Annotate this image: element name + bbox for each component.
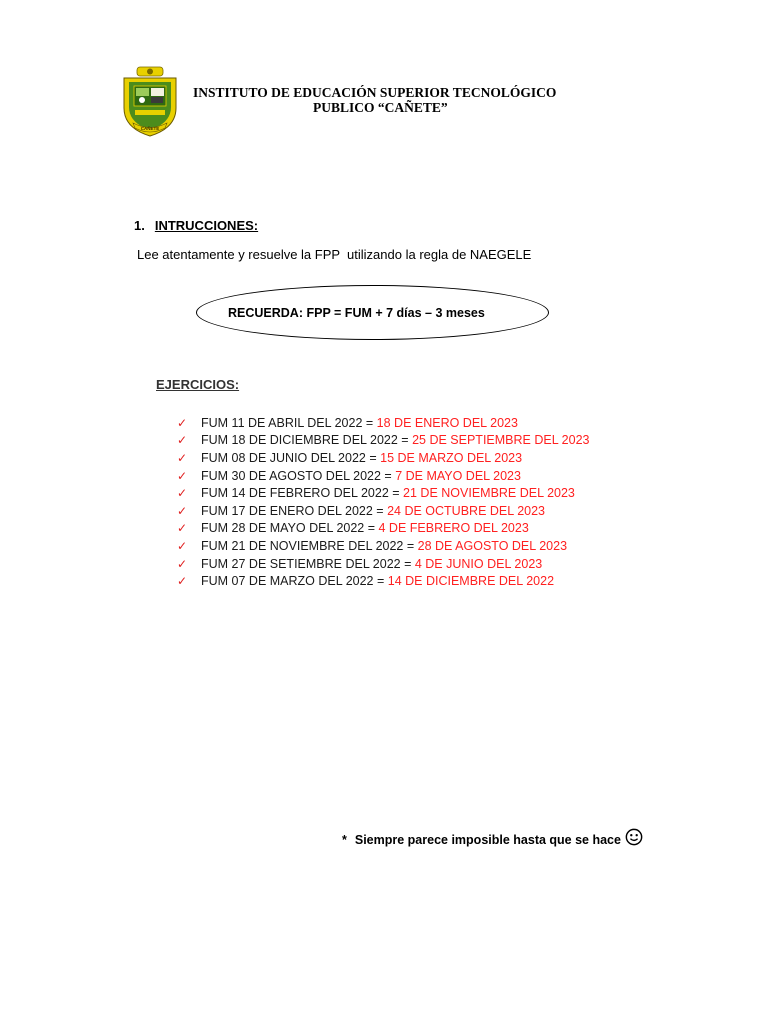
instruction-text: Lee atentamente y resuelve la FPP utilizando la regla de NAEGELE [137, 247, 532, 262]
institute-name-line2: PUBLICO “CAÑETE” [313, 100, 448, 115]
checkmark-icon: ✓ [177, 415, 188, 430]
exercise-item [177, 502, 589, 520]
fum-date: FUM 14 DE FEBRERO DEL 2022 = [201, 486, 404, 501]
logo-caption: CAÑETE [140, 126, 160, 131]
exercise-item [177, 467, 589, 485]
fum-date: FUM 21 DE NOVIEMBRE DEL 2022 = [201, 538, 418, 553]
reminder-formula: RECUERDA: FPP = FUM + 7 días – 3 meses [228, 306, 485, 320]
fpp-answer: 25 DE SEPTIEMBRE DEL 2023 [412, 433, 590, 448]
institute-name-line1: INSTITUTO DE EDUCACIÓN SUPERIOR TECNOLÓGICO [193, 85, 557, 100]
fum-date: FUM 07 DE MARZO DEL 2022 = [201, 574, 388, 589]
exercise-item [177, 414, 589, 432]
fpp-answer: 4 DE FEBRERO DEL 2023 [378, 521, 529, 536]
fpp-answer: 28 DE AGOSTO DEL 2023 [417, 538, 568, 553]
fpp-answer: 7 DE MAYO DEL 2023 [395, 468, 521, 483]
fum-date: FUM 11 DE ABRIL DEL 2022 = [201, 415, 377, 430]
checkmark-icon: ✓ [177, 433, 188, 448]
exercise-item [177, 484, 589, 502]
fpp-answer: 14 DE DICIEMBRE DEL 2022 [387, 574, 555, 589]
motivational-quote [342, 833, 643, 847]
fum-date: FUM 28 DE MAYO DEL 2022 = [201, 521, 379, 536]
exercise-item [177, 449, 589, 467]
fpp-answer: 15 DE MARZO DEL 2023 [380, 450, 523, 465]
quote-text: Siempre parece imposible hasta que se hace [354, 833, 621, 847]
exercise-item [177, 432, 589, 450]
checkmark-icon: ✓ [177, 486, 188, 501]
quote-asterisk: * [342, 833, 347, 847]
fpp-answer: 4 DE JUNIO DEL 2023 [414, 556, 543, 571]
checkmark-icon: ✓ [177, 556, 188, 571]
checkmark-icon: ✓ [177, 468, 188, 483]
checkmark-icon: ✓ [177, 538, 188, 553]
institute-shield-logo [121, 66, 179, 140]
section-title: INTRUCCIONES: [154, 218, 259, 233]
fum-date: FUM 27 DE SETIEMBRE DEL 2022 = [201, 556, 415, 571]
fum-date: FUM 17 DE ENERO DEL 2022 = [201, 503, 388, 518]
checkmark-icon: ✓ [177, 450, 188, 465]
exercise-item [177, 555, 589, 573]
exercise-item [177, 572, 589, 590]
exercise-item [177, 537, 589, 555]
checkmark-icon: ✓ [177, 574, 188, 589]
smiley-face-icon [625, 828, 643, 846]
exercise-list [177, 414, 589, 590]
fum-date: FUM 18 DE DICIEMBRE DEL 2022 = [201, 433, 413, 448]
checkmark-icon: ✓ [177, 503, 188, 518]
section-number: 1. [134, 218, 145, 233]
fum-date: FUM 08 DE JUNIO DEL 2022 = [201, 450, 381, 465]
fpp-answer: 21 DE NOVIEMBRE DEL 2023 [403, 486, 575, 501]
section-heading [134, 218, 258, 233]
exercise-item [177, 520, 589, 538]
exercises-heading: EJERCICIOS: [156, 377, 240, 392]
checkmark-icon: ✓ [177, 521, 188, 536]
fpp-answer: 18 DE ENERO DEL 2023 [376, 415, 518, 430]
fum-date: FUM 30 DE AGOSTO DEL 2022 = [201, 468, 396, 483]
fpp-answer: 24 DE OCTUBRE DEL 2023 [387, 503, 546, 518]
